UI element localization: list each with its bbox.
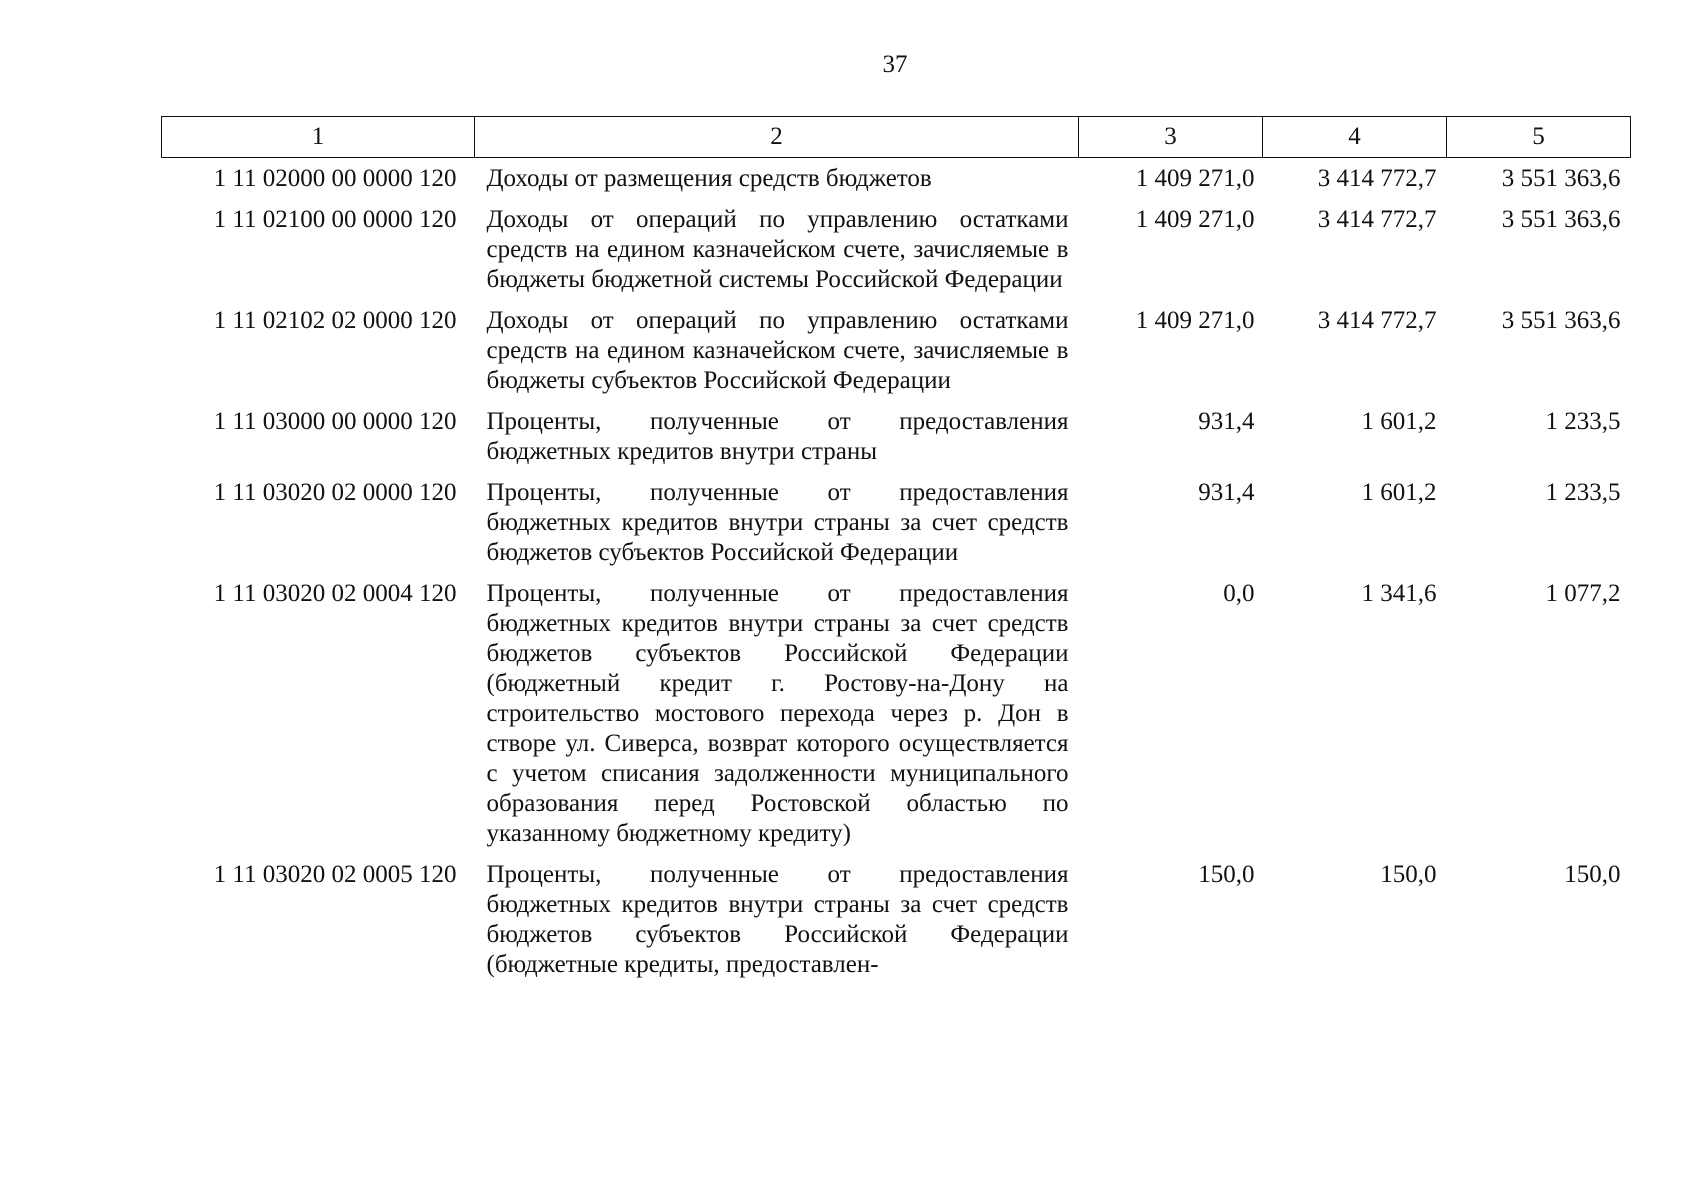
column-header-1: 1 bbox=[162, 117, 475, 158]
revenue-name-cell: Проценты, полученные от предоставления бюджетных кредитов внутри страны за счет средств бюджетов субъектов Российской Федерации bbox=[486, 479, 1069, 566]
budget-code-cell: 1 11 02100 00 0000 120 bbox=[213, 206, 457, 233]
value-col3-cell: 150,0 bbox=[1198, 861, 1255, 888]
budget-revenue-table bbox=[161, 116, 1631, 987]
value-col3-cell: 931,4 bbox=[1198, 408, 1255, 435]
column-header-5: 5 bbox=[1447, 117, 1631, 158]
budget-code-cell: 1 11 03020 02 0004 120 bbox=[213, 580, 457, 607]
value-col5-cell: 1 077,2 bbox=[1545, 580, 1621, 607]
column-header-4: 4 bbox=[1263, 117, 1447, 158]
value-col5-cell: 3 551 363,6 bbox=[1501, 206, 1621, 233]
table-row bbox=[162, 158, 1631, 202]
value-col5-cell: 150,0 bbox=[1564, 861, 1621, 888]
value-col4-cell: 1 601,2 bbox=[1361, 408, 1437, 435]
value-col5-cell: 3 551 363,6 bbox=[1501, 307, 1621, 334]
table-row bbox=[162, 474, 1631, 575]
value-col3-cell: 1 409 271,0 bbox=[1135, 206, 1255, 233]
column-header-2: 2 bbox=[475, 117, 1079, 158]
revenue-name-cell: Проценты, полученные от предоставления бюджетных кредитов внутри страны bbox=[486, 408, 1069, 465]
revenue-name-cell: Доходы от размещения средств бюджетов bbox=[486, 165, 932, 192]
revenue-name-cell: Доходы от операций по управлению остатками средств на едином казначейском счете, зачисляемые в бюджеты субъектов Российской Федерации bbox=[486, 307, 1069, 394]
value-col5-cell: 1 233,5 bbox=[1545, 408, 1621, 435]
value-col3-cell: 931,4 bbox=[1198, 479, 1255, 506]
page-number: 37 bbox=[882, 51, 908, 78]
table-row bbox=[162, 302, 1631, 403]
value-col3-cell: 1 409 271,0 bbox=[1135, 307, 1255, 334]
budget-code-cell: 1 11 03000 00 0000 120 bbox=[213, 408, 457, 435]
column-header-3: 3 bbox=[1079, 117, 1263, 158]
value-col4-cell: 3 414 772,7 bbox=[1317, 165, 1437, 192]
revenue-name-cell: Доходы от операций по управлению остатками средств на едином казначейском счете, зачисляемые в бюджеты бюджетной системы Российской Федерации bbox=[486, 206, 1069, 293]
budget-code-cell: 1 11 02102 02 0000 120 bbox=[213, 307, 457, 334]
table-row bbox=[162, 403, 1631, 474]
value-col4-cell: 1 601,2 bbox=[1361, 479, 1437, 506]
budget-code-cell: 1 11 03020 02 0000 120 bbox=[213, 479, 457, 506]
value-col3-cell: 0,0 bbox=[1223, 580, 1255, 607]
budget-code-cell: 1 11 03020 02 0005 120 bbox=[213, 861, 457, 888]
value-col3-cell: 1 409 271,0 bbox=[1135, 165, 1255, 192]
budget-code-cell: 1 11 02000 00 0000 120 bbox=[213, 165, 457, 192]
value-col4-cell: 150,0 bbox=[1380, 861, 1437, 888]
value-col4-cell: 1 341,6 bbox=[1361, 580, 1437, 607]
table-row bbox=[162, 856, 1631, 987]
table-header-row bbox=[162, 117, 1631, 158]
revenue-name-cell: Проценты, полученные от предоставления бюджетных кредитов внутри страны за счет средств бюджетов субъектов Российской Федерации (бюджетные кредиты, предоставлен- bbox=[486, 861, 1069, 978]
revenue-name-cell: Проценты, полученные от предоставления бюджетных кредитов внутри страны за счет средств бюджетов субъектов Российской Федерации (бюджетный кредит г. Ростову-на-Дону на строительство мостового перехода через р. Дон в створе ул. Сиверса, возврат которого осуществляется с учетом списания задолженности муниципального образования перед Ростовской областью по указанному бюджетному кредиту) bbox=[486, 580, 1069, 847]
value-col5-cell: 1 233,5 bbox=[1545, 479, 1621, 506]
value-col5-cell: 3 551 363,6 bbox=[1501, 165, 1621, 192]
value-col4-cell: 3 414 772,7 bbox=[1317, 206, 1437, 233]
table-row bbox=[162, 201, 1631, 302]
value-col4-cell: 3 414 772,7 bbox=[1317, 307, 1437, 334]
table-row bbox=[162, 575, 1631, 856]
